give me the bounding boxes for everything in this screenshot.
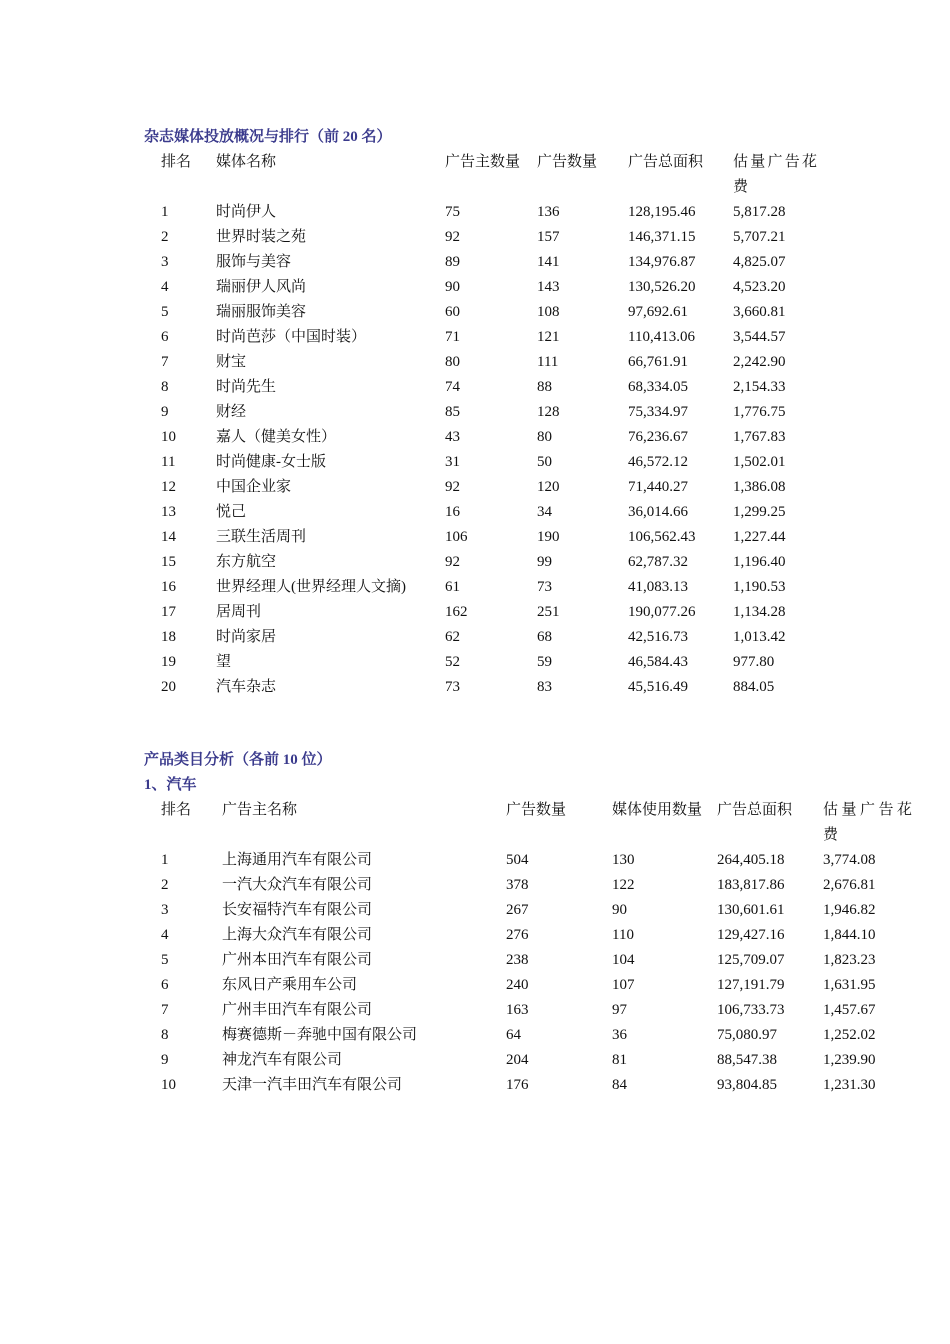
table-row xyxy=(161,475,826,500)
media-name-cell: 嘉人（健美女性） xyxy=(216,429,337,445)
ad-count-cell: 50 xyxy=(537,454,552,470)
media-name-cell: 瑞丽伊人风尚 xyxy=(216,279,307,295)
rank-cell: 17 xyxy=(161,604,176,620)
rank-cell: 5 xyxy=(161,952,169,968)
est-spend-cell: 1,013.42 xyxy=(733,629,786,645)
media-name-cell: 时尚先生 xyxy=(216,379,277,395)
header-ad-count: 广告数量 xyxy=(537,154,598,170)
total-area-cell: 46,584.43 xyxy=(628,654,688,670)
est-spend-cell: 1,190.53 xyxy=(733,579,786,595)
rank-cell: 5 xyxy=(161,304,169,320)
media-name-cell: 瑞丽服饰美容 xyxy=(216,304,307,320)
advertiser-count-cell: 43 xyxy=(445,429,460,445)
est-spend-cell: 2,676.81 xyxy=(823,877,876,893)
advertiser-count-cell: 60 xyxy=(445,304,460,320)
table-row xyxy=(161,275,826,300)
table-row xyxy=(161,1048,912,1073)
ad-count-cell: 378 xyxy=(506,877,529,893)
media-name-cell: 三联生活周刊 xyxy=(216,529,307,545)
advertiser-name-cell: 广州丰田汽车有限公司 xyxy=(222,1002,373,1018)
media-name-cell: 时尚伊人 xyxy=(216,204,277,220)
ad-count-cell: 251 xyxy=(537,604,560,620)
ad-count-cell: 59 xyxy=(537,654,552,670)
ad-count-cell: 73 xyxy=(537,579,552,595)
header-total-area: 广告总面积 xyxy=(717,802,793,818)
total-area-cell: 66,761.91 xyxy=(628,354,688,370)
rank-cell: 2 xyxy=(161,877,169,893)
table-row xyxy=(161,300,826,325)
table-row xyxy=(161,650,826,675)
ad-count-cell: 240 xyxy=(506,977,529,993)
total-area-cell: 88,547.38 xyxy=(717,1052,777,1068)
total-area-cell: 127,191.79 xyxy=(717,977,785,993)
table-row xyxy=(161,625,826,650)
ad-count-cell: 204 xyxy=(506,1052,529,1068)
media-usage-count-cell: 81 xyxy=(612,1052,627,1068)
table-row xyxy=(161,1073,912,1098)
rank-cell: 15 xyxy=(161,554,176,570)
ad-count-cell: 141 xyxy=(537,254,560,270)
ad-count-cell: 111 xyxy=(537,354,559,370)
media-name-cell: 汽车杂志 xyxy=(216,679,277,695)
rank-cell: 4 xyxy=(161,927,169,943)
est-spend-cell: 5,707.21 xyxy=(733,229,786,245)
total-area-cell: 128,195.46 xyxy=(628,204,696,220)
advertiser-count-cell: 85 xyxy=(445,404,460,420)
table-row xyxy=(161,575,826,600)
header-rank: 排名 xyxy=(161,154,192,170)
rank-cell: 11 xyxy=(161,454,176,470)
table-header-row xyxy=(161,150,826,200)
est-spend-cell: 1,227.44 xyxy=(733,529,786,545)
media-name-cell: 居周刊 xyxy=(216,604,262,620)
advertiser-count-cell: 89 xyxy=(445,254,460,270)
rank-cell: 9 xyxy=(161,1052,169,1068)
rank-cell: 8 xyxy=(161,1027,169,1043)
auto-advertiser-table xyxy=(161,798,912,1098)
rank-cell: 14 xyxy=(161,529,176,545)
media-name-cell: 望 xyxy=(216,654,232,670)
section1-title: 杂志媒体投放概况与排行（前 20 名） xyxy=(144,129,392,145)
media-name-cell: 财经 xyxy=(216,404,247,420)
media-usage-count-cell: 107 xyxy=(612,977,635,993)
total-area-cell: 125,709.07 xyxy=(717,952,785,968)
est-spend-cell: 4,523.20 xyxy=(733,279,786,295)
est-spend-cell: 1,946.82 xyxy=(823,902,876,918)
header-media-name: 媒体名称 xyxy=(216,154,277,170)
advertiser-count-cell: 92 xyxy=(445,479,460,495)
header-advertiser-name: 广告主名称 xyxy=(222,802,298,818)
rank-cell: 4 xyxy=(161,279,169,295)
est-spend-cell: 1,776.75 xyxy=(733,404,786,420)
rank-cell: 6 xyxy=(161,329,169,345)
advertiser-name-cell: 广州本田汽车有限公司 xyxy=(222,952,373,968)
rank-cell: 9 xyxy=(161,404,169,420)
total-area-cell: 41,083.13 xyxy=(628,579,688,595)
est-spend-cell: 3,544.57 xyxy=(733,329,786,345)
est-spend-cell: 3,660.81 xyxy=(733,304,786,320)
total-area-cell: 190,077.26 xyxy=(628,604,696,620)
est-spend-cell: 1,386.08 xyxy=(733,479,786,495)
table-row xyxy=(161,200,826,225)
header-ad-count: 广告数量 xyxy=(506,802,567,818)
advertiser-count-cell: 16 xyxy=(445,504,460,520)
ad-count-cell: 80 xyxy=(537,429,552,445)
rank-cell: 7 xyxy=(161,1002,169,1018)
table-row xyxy=(161,873,912,898)
est-spend-cell: 1,299.25 xyxy=(733,504,786,520)
table-row xyxy=(161,948,912,973)
ad-count-cell: 163 xyxy=(506,1002,529,1018)
advertiser-count-cell: 80 xyxy=(445,354,460,370)
ad-count-cell: 83 xyxy=(537,679,552,695)
table-row xyxy=(161,425,826,450)
media-name-cell: 东方航空 xyxy=(216,554,277,570)
ad-count-cell: 34 xyxy=(537,504,552,520)
advertiser-name-cell: 长安福特汽车有限公司 xyxy=(222,902,373,918)
ad-count-cell: 504 xyxy=(506,852,529,868)
media-name-cell: 时尚家居 xyxy=(216,629,277,645)
advertiser-name-cell: 梅赛德斯－奔驰中国有限公司 xyxy=(222,1027,418,1043)
est-spend-cell: 1,767.83 xyxy=(733,429,786,445)
ad-count-cell: 267 xyxy=(506,902,529,918)
header-media-usage-count: 媒体使用数量 xyxy=(612,802,703,818)
total-area-cell: 106,733.73 xyxy=(717,1002,785,1018)
total-area-cell: 106,562.43 xyxy=(628,529,696,545)
header-advertiser-count: 广告主数量 xyxy=(445,154,521,170)
section2-subtitle: 1、汽车 xyxy=(144,777,197,793)
table-header-row xyxy=(161,798,912,848)
est-spend-cell: 884.05 xyxy=(733,679,775,695)
ad-count-cell: 143 xyxy=(537,279,560,295)
est-spend-cell: 2,154.33 xyxy=(733,379,786,395)
media-name-cell: 世界时装之苑 xyxy=(216,229,307,245)
advertiser-name-cell: 东风日产乘用车公司 xyxy=(222,977,358,993)
advertiser-count-cell: 61 xyxy=(445,579,460,595)
table-row xyxy=(161,600,826,625)
total-area-cell: 146,371.15 xyxy=(628,229,696,245)
header-total-area: 广告总面积 xyxy=(628,154,704,170)
advertiser-count-cell: 92 xyxy=(445,554,460,570)
rank-cell: 10 xyxy=(161,1077,176,1093)
rank-cell: 8 xyxy=(161,379,169,395)
media-name-cell: 财宝 xyxy=(216,354,247,370)
ad-count-cell: 88 xyxy=(537,379,552,395)
est-spend-cell: 1,823.23 xyxy=(823,952,876,968)
table-row xyxy=(161,250,826,275)
est-spend-cell: 1,844.10 xyxy=(823,927,876,943)
media-usage-count-cell: 36 xyxy=(612,1027,627,1043)
total-area-cell: 42,516.73 xyxy=(628,629,688,645)
est-spend-cell: 1,457.67 xyxy=(823,1002,876,1018)
rank-cell: 13 xyxy=(161,504,176,520)
est-spend-cell: 3,774.08 xyxy=(823,852,876,868)
est-spend-cell: 1,239.90 xyxy=(823,1052,876,1068)
advertiser-count-cell: 62 xyxy=(445,629,460,645)
est-spend-cell: 1,631.95 xyxy=(823,977,876,993)
rank-cell: 7 xyxy=(161,354,169,370)
table-row xyxy=(161,675,826,700)
media-usage-count-cell: 104 xyxy=(612,952,635,968)
ad-count-cell: 64 xyxy=(506,1027,521,1043)
est-spend-cell: 2,242.90 xyxy=(733,354,786,370)
rank-cell: 19 xyxy=(161,654,176,670)
section2-title: 产品类目分析（各前 10 位） xyxy=(144,752,332,768)
est-spend-cell: 1,502.01 xyxy=(733,454,786,470)
table-row xyxy=(161,225,826,250)
media-usage-count-cell: 90 xyxy=(612,902,627,918)
media-name-cell: 时尚健康-女士版 xyxy=(216,454,326,470)
est-spend-cell: 4,825.07 xyxy=(733,254,786,270)
rank-cell: 1 xyxy=(161,204,169,220)
header-est-spend: 估量广告花费 xyxy=(823,802,912,843)
advertiser-count-cell: 74 xyxy=(445,379,460,395)
advertiser-count-cell: 52 xyxy=(445,654,460,670)
advertiser-count-cell: 75 xyxy=(445,204,460,220)
advertiser-count-cell: 162 xyxy=(445,604,468,620)
ad-count-cell: 276 xyxy=(506,927,529,943)
total-area-cell: 68,334.05 xyxy=(628,379,688,395)
media-name-cell: 世界经理人(世界经理人文摘) xyxy=(216,579,406,595)
total-area-cell: 71,440.27 xyxy=(628,479,688,495)
rank-cell: 18 xyxy=(161,629,176,645)
table-row xyxy=(161,500,826,525)
est-spend-cell: 1,231.30 xyxy=(823,1077,876,1093)
total-area-cell: 36,014.66 xyxy=(628,504,688,520)
ad-count-cell: 190 xyxy=(537,529,560,545)
table-row xyxy=(161,400,826,425)
rank-cell: 1 xyxy=(161,852,169,868)
advertiser-name-cell: 上海通用汽车有限公司 xyxy=(222,852,373,868)
media-usage-count-cell: 130 xyxy=(612,852,635,868)
total-area-cell: 75,334.97 xyxy=(628,404,688,420)
media-usage-count-cell: 97 xyxy=(612,1002,627,1018)
media-name-cell: 中国企业家 xyxy=(216,479,292,495)
total-area-cell: 75,080.97 xyxy=(717,1027,777,1043)
media-ranking-table xyxy=(161,150,826,700)
table-row xyxy=(161,450,826,475)
table-row xyxy=(161,898,912,923)
ad-count-cell: 121 xyxy=(537,329,560,345)
header-est-spend: 估量广告花费 xyxy=(733,154,817,195)
rank-cell: 10 xyxy=(161,429,176,445)
total-area-cell: 110,413.06 xyxy=(628,329,695,345)
media-name-cell: 时尚芭莎（中国时装） xyxy=(216,329,367,345)
table-row xyxy=(161,973,912,998)
total-area-cell: 62,787.32 xyxy=(628,554,688,570)
table-row xyxy=(161,525,826,550)
est-spend-cell: 1,134.28 xyxy=(733,604,786,620)
est-spend-cell: 1,252.02 xyxy=(823,1027,876,1043)
ad-count-cell: 157 xyxy=(537,229,560,245)
ad-count-cell: 128 xyxy=(537,404,560,420)
advertiser-name-cell: 天津一汽丰田汽车有限公司 xyxy=(222,1077,403,1093)
advertiser-count-cell: 31 xyxy=(445,454,460,470)
table-row xyxy=(161,923,912,948)
advertiser-name-cell: 神龙汽车有限公司 xyxy=(222,1052,343,1068)
total-area-cell: 130,526.20 xyxy=(628,279,696,295)
est-spend-cell: 1,196.40 xyxy=(733,554,786,570)
total-area-cell: 264,405.18 xyxy=(717,852,785,868)
table-row xyxy=(161,375,826,400)
total-area-cell: 134,976.87 xyxy=(628,254,696,270)
table-row xyxy=(161,998,912,1023)
rank-cell: 12 xyxy=(161,479,176,495)
ad-count-cell: 68 xyxy=(537,629,552,645)
table-row xyxy=(161,350,826,375)
table-row xyxy=(161,1023,912,1048)
advertiser-count-cell: 90 xyxy=(445,279,460,295)
media-usage-count-cell: 122 xyxy=(612,877,635,893)
advertiser-count-cell: 71 xyxy=(445,329,460,345)
total-area-cell: 76,236.67 xyxy=(628,429,688,445)
table-row xyxy=(161,550,826,575)
total-area-cell: 45,516.49 xyxy=(628,679,688,695)
total-area-cell: 130,601.61 xyxy=(717,902,785,918)
ad-count-cell: 238 xyxy=(506,952,529,968)
advertiser-count-cell: 92 xyxy=(445,229,460,245)
total-area-cell: 46,572.12 xyxy=(628,454,688,470)
media-usage-count-cell: 84 xyxy=(612,1077,627,1093)
total-area-cell: 183,817.86 xyxy=(717,877,785,893)
advertiser-name-cell: 上海大众汽车有限公司 xyxy=(222,927,373,943)
est-spend-cell: 5,817.28 xyxy=(733,204,786,220)
est-spend-cell: 977.80 xyxy=(733,654,775,670)
advertiser-count-cell: 106 xyxy=(445,529,468,545)
rank-cell: 3 xyxy=(161,254,169,270)
table-row xyxy=(161,848,912,873)
total-area-cell: 129,427.16 xyxy=(717,927,785,943)
table-row xyxy=(161,325,826,350)
total-area-cell: 93,804.85 xyxy=(717,1077,777,1093)
media-name-cell: 服饰与美容 xyxy=(216,254,292,270)
ad-count-cell: 108 xyxy=(537,304,560,320)
total-area-cell: 97,692.61 xyxy=(628,304,688,320)
ad-count-cell: 176 xyxy=(506,1077,529,1093)
rank-cell: 2 xyxy=(161,229,169,245)
rank-cell: 6 xyxy=(161,977,169,993)
media-name-cell: 悦己 xyxy=(216,504,247,520)
advertiser-name-cell: 一汽大众汽车有限公司 xyxy=(222,877,373,893)
header-rank: 排名 xyxy=(161,802,192,818)
rank-cell: 20 xyxy=(161,679,176,695)
ad-count-cell: 120 xyxy=(537,479,560,495)
advertiser-count-cell: 73 xyxy=(445,679,460,695)
media-usage-count-cell: 110 xyxy=(612,927,634,943)
rank-cell: 16 xyxy=(161,579,176,595)
rank-cell: 3 xyxy=(161,902,169,918)
ad-count-cell: 136 xyxy=(537,204,560,220)
ad-count-cell: 99 xyxy=(537,554,552,570)
